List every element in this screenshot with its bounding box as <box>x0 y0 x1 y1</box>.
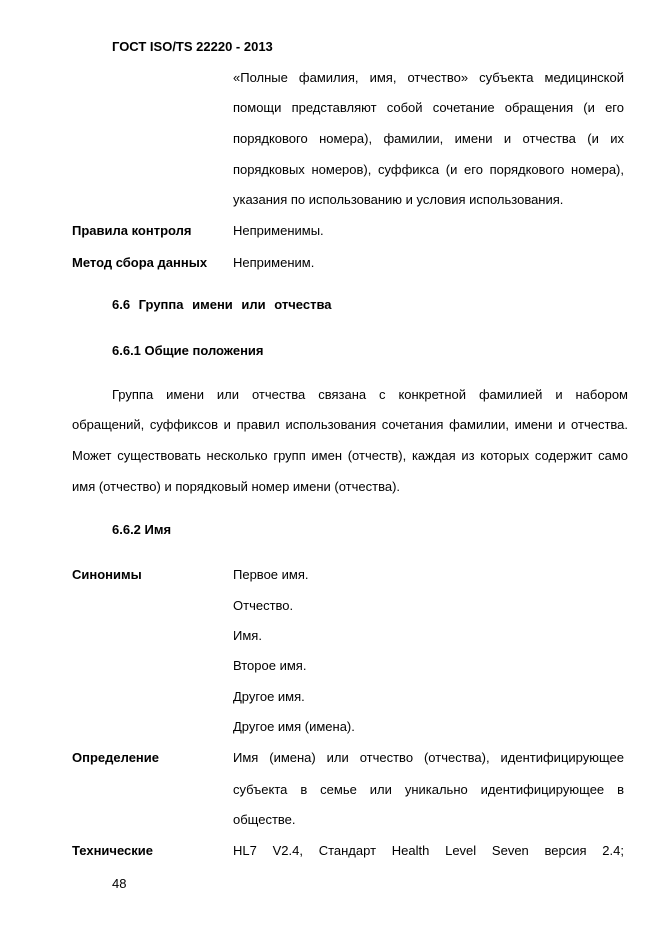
method-value: Неприменим. <box>233 255 315 270</box>
section-heading-6-6-2: 6.6.2 Имя <box>112 522 172 537</box>
synonym-item: Другое имя. <box>233 689 305 704</box>
definition-line: субъекта в семье или уникально идентифицирующее в <box>233 782 624 797</box>
synonym-item: Первое имя. <box>233 567 309 582</box>
paragraph-line: Группа имени или отчества связана с конкретной фамилией и набором <box>112 387 628 402</box>
paragraph-line: обращений, суффиксов и правил использования сочетания фамилии, имени и отчества. <box>72 417 628 432</box>
technical-value: HL7 V2.4, Стандарт Health Level Seven версия 2.4; <box>233 843 624 858</box>
method-label: Метод сбора данных <box>72 255 208 270</box>
synonym-item: Имя. <box>233 628 262 643</box>
section-heading-6-6-1: 6.6.1 Общие положения <box>112 343 264 358</box>
paragraph-line: Может существовать несколько групп имен (отчеств), каждая из которых содержит само <box>72 448 628 463</box>
intro-line: помощи представляют собой сочетание обращения (и его <box>233 100 624 115</box>
technical-label: Технические <box>72 843 153 858</box>
intro-line: порядковых номеров), суффикса (и его порядкового номера), <box>233 162 624 177</box>
synonym-item: Отчество. <box>233 598 294 613</box>
definition-line: обществе. <box>233 812 296 827</box>
intro-line: «Полные фамилия, имя, отчество» субъекта медицинской <box>233 70 624 85</box>
intro-line: порядкового номера), фамилии, имени и отчества (и их <box>233 131 624 146</box>
section-heading-6-6: 6.6 Группа имени или отчества <box>112 297 332 312</box>
paragraph-line: имя (отчество) и порядковый номер имени (отчества). <box>72 479 401 494</box>
definition-line: Имя (имена) или отчество (отчества), идентифицирующее <box>233 750 624 765</box>
synonym-item: Второе имя. <box>233 658 307 673</box>
synonym-item: Другое имя (имена). <box>233 719 355 734</box>
definition-label: Определение <box>72 750 160 765</box>
document-header: ГОСТ ISO/TS 22220 - 2013 <box>112 39 273 54</box>
synonyms-label: Синонимы <box>72 567 142 582</box>
page-number: 48 <box>112 876 127 891</box>
rules-value: Неприменимы. <box>233 223 324 238</box>
rules-label: Правила контроля <box>72 223 192 238</box>
intro-line: указания по использованию и условия использования. <box>233 192 564 207</box>
